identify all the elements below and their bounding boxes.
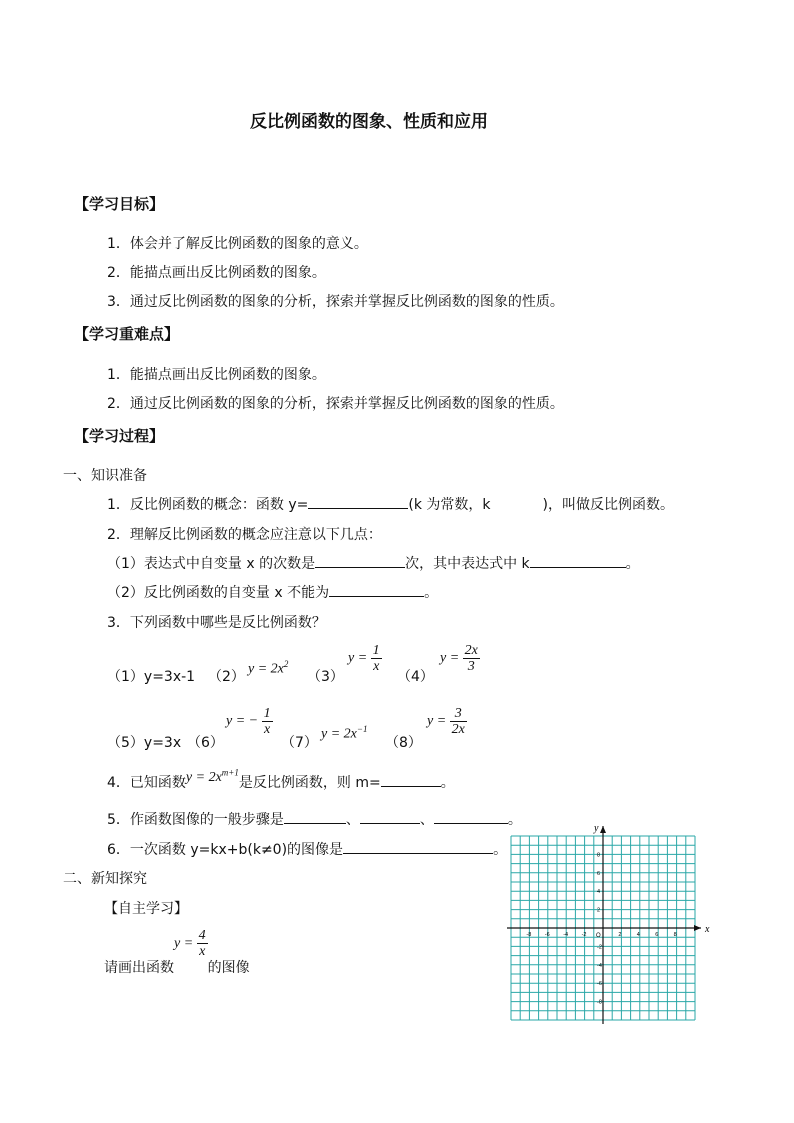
answer-blank[interactable] — [284, 809, 346, 824]
task-formula: y = $\frac{4}{x}$ — [174, 928, 206, 959]
q4-formula: $y = 2x^{m+1}$ — [185, 767, 239, 785]
x-tick-label: 8 — [673, 932, 677, 938]
answer-blank[interactable] — [315, 553, 405, 568]
y-axis-label: y — [594, 824, 599, 834]
option-4-label: （4） — [397, 669, 434, 685]
y-tick-label: -4 — [597, 962, 602, 969]
part2-heading: 二、新知探究 — [63, 871, 147, 887]
y-tick-label: -6 — [597, 981, 602, 988]
goal-item: 3．通过反比例函数的图象的分析，探索并掌握反比例函数的图象的性质。 — [107, 294, 564, 310]
section-keypoints: 【学习重难点】 — [74, 325, 180, 343]
answer-blank[interactable] — [329, 582, 424, 597]
question-3: 3．下列函数中哪些是反比例函数？ — [107, 615, 326, 631]
y-tick-label: 2 — [597, 907, 601, 914]
part1-heading: 一、知识准备 — [63, 468, 147, 484]
question-2-2: （2）反比例函数的自变量 x 不能为 。 — [107, 582, 438, 602]
task-text: 请画出函数y = $\frac{4}{x}$ 的图像 — [104, 928, 250, 976]
x-tick-label: -6 — [544, 932, 550, 938]
x-tick-label: -8 — [526, 932, 532, 938]
answer-blank[interactable] — [360, 809, 420, 824]
y-tick-label: 8 — [597, 852, 601, 859]
goal-item: 2．能描点画出反比例函数的图象。 — [107, 265, 326, 281]
x-tick-label: 6 — [655, 932, 659, 938]
question-5: 5．作函数图像的一般步骤是 、 、 。 — [107, 809, 522, 829]
x-tick-label: 2 — [618, 932, 622, 938]
x-tick-label: -2 — [581, 932, 587, 938]
y-tick-label: -2 — [597, 944, 602, 951]
x-axis-label: x — [705, 924, 710, 935]
y-tick-label: 6 — [597, 870, 601, 877]
coordinate-grid[interactable] — [505, 824, 725, 1024]
section-goals: 【学习目标】 — [74, 195, 165, 213]
option-6-formula: y = − $\frac{1}{x}$ — [226, 706, 271, 737]
option-7-formula: $y = 2x^{-1}$ — [321, 724, 368, 742]
self-study-label: 【自主学习】 — [104, 901, 188, 917]
question-2-1: （1）表达式中自变量 x 的次数是 次，其中表达式中 k 。 — [107, 553, 640, 573]
answer-blank[interactable] — [343, 839, 493, 854]
goal-item: 1．体会并了解反比例函数的图象的意义。 — [107, 236, 368, 252]
y-tick-label: 4 — [597, 889, 601, 896]
option-5: （5）y=3x — [107, 735, 182, 751]
answer-blank[interactable] — [381, 772, 441, 787]
y-axis-arrow-icon — [600, 826, 606, 833]
question-1: 1．反比例函数的概念：函数 y= (k 为常数，k )，叫做反比例函数。 — [107, 494, 674, 514]
answer-blank[interactable] — [434, 809, 508, 824]
option-8-label: （8） — [385, 735, 422, 751]
keypoint-item: 1．能描点画出反比例函数的图象。 — [107, 367, 326, 383]
answer-blank[interactable] — [530, 553, 626, 568]
option-6-label: （6） — [187, 735, 224, 751]
question-2: 2．理解反比例函数的概念应注意以下几点： — [107, 527, 382, 543]
option-4-formula: y = $\frac{2x}{3}$ — [440, 643, 478, 674]
x-axis-arrow-icon — [694, 925, 701, 931]
section-process: 【学习过程】 — [74, 427, 165, 445]
y-tick-label: -8 — [597, 999, 602, 1006]
option-8-formula: y = $\frac{3}{2x}$ — [427, 706, 465, 737]
option-3-label: （3） — [307, 669, 344, 685]
option-1: （1）y=3x-1 — [107, 669, 196, 685]
answer-blank[interactable] — [308, 494, 408, 509]
option-2-formula: $y = 2x^2$ — [248, 659, 289, 677]
option-7-label: （7） — [281, 735, 318, 751]
x-tick-label: -4 — [563, 932, 569, 938]
question-4: 4．已知函数$y = 2x^{m+1}$是反比例函数，则 m= 。 — [107, 767, 455, 791]
option-2-label: （2） — [208, 669, 245, 685]
option-3-formula: y = $\frac{1}{x}$ — [348, 643, 380, 674]
x-tick-label: 4 — [636, 932, 640, 938]
origin-label: O — [596, 933, 601, 939]
question-6: 6．一次函数 y=kx+b(k≠0)的图像是 。 — [107, 839, 507, 859]
keypoint-item: 2．通过反比例函数的图象的分析，探索并掌握反比例函数的图象的性质。 — [107, 396, 564, 412]
page-title: 反比例函数的图象、性质和应用 — [250, 112, 488, 132]
